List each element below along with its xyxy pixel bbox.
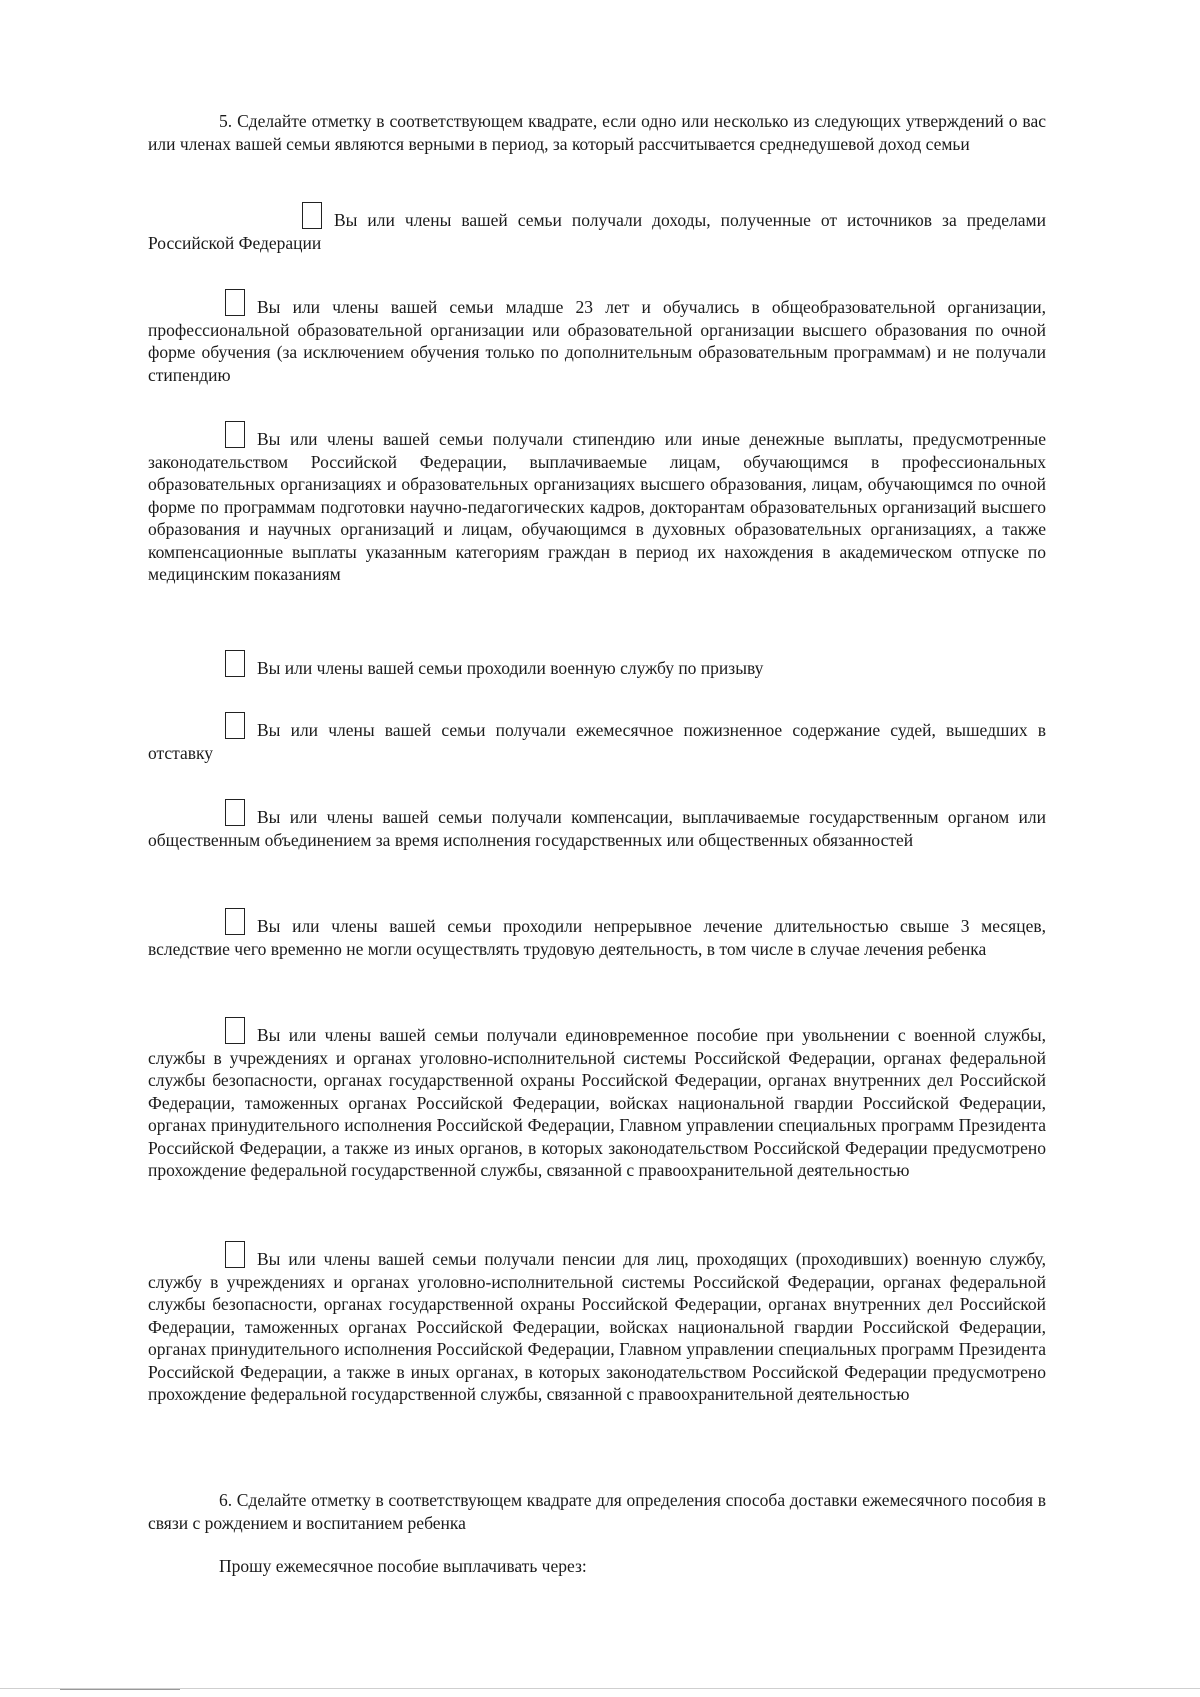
statement-long-treatment xyxy=(148,908,1046,960)
section-6-intro: 6. Сделайте отметку в соответствующем квадрате для определения способа доставки ежемесячного пособия в связи с рождением и воспитанием ребенка xyxy=(148,1490,1046,1533)
statement-text: Вы или члены вашей семьи получали ежемесячное пожизненное содержание судей, вышедших в отставку xyxy=(148,720,1046,763)
checkbox-severance-allowance[interactable] xyxy=(225,1017,245,1044)
statement-text: Вы или члены вашей семьи получали доходы, полученные от источников за пределами Российской Федерации xyxy=(148,210,1046,253)
statement-retired-judges xyxy=(148,712,1046,764)
scan-edge-line xyxy=(0,1688,1200,1689)
statement-students-no-stipend xyxy=(148,289,1046,386)
section-6-request: Прошу ежемесячное пособие выплачивать через: xyxy=(219,1556,587,1576)
statement-text: Вы или члены вашей семьи проходили непрерывное лечение длительностью свыше 3 месяцев, вследствие чего временно не могли осуществлять трудовую деятельность, в том числе в случае лечения ребенка xyxy=(148,916,1046,959)
checkbox-compensations[interactable] xyxy=(225,799,245,826)
statement-text: Вы или члены вашей семьи получали единовременное пособие при увольнении с военной службы, службы в учреждениях и органах уголовно-исполнительной системы Российской Федерации, органах федеральной службы безопасности, органах государственной охраны Российской Федерации, органах внутренних дел Российской Федерации, таможенных органах Российской Федерации, войсках национальной гвардии Российской Федерации, органах принудительного исполнения Российской Федерации, Главном управлении специальных программ Президента Российской Федерации, а также из иных органов, в которых законодательством Российской Федерации предусмотрено прохождение федеральной государственной службы, связанной с правоохранительной деятельностью xyxy=(148,1025,1046,1180)
checkbox-military-conscription[interactable] xyxy=(225,650,245,677)
checkbox-long-treatment[interactable] xyxy=(225,908,245,935)
statement-compensations xyxy=(148,799,1046,851)
scan-edge-mark xyxy=(60,1689,180,1690)
checkbox-students-no-stipend[interactable] xyxy=(225,289,245,316)
statement-stipend xyxy=(148,421,1046,586)
statement-text: Вы или члены вашей семьи проходили военную службу по призыву xyxy=(257,658,764,678)
statement-text: Вы или члены вашей семьи младше 23 лет и обучались в общеобразовательной организации, профессиональной образовательной организации или образовательной организации высшего образования по очной форме обучения (за исключением обучения только по дополнительным образовательным программам) и не получали стипендию xyxy=(148,297,1046,385)
checkbox-retired-judges[interactable] xyxy=(225,712,245,739)
statement-severance-allowance xyxy=(148,1017,1046,1182)
checkbox-service-pensions[interactable] xyxy=(225,1241,245,1268)
statement-foreign-income xyxy=(148,202,1046,254)
statement-service-pensions xyxy=(148,1241,1046,1406)
checkbox-foreign-income[interactable] xyxy=(302,202,322,229)
section-5-intro: 5. Сделайте отметку в соответствующем квадрате, если одно или несколько из следующих утверждений о вас или членах вашей семьи являются верными в период, за который рассчитывается среднедушевой доход семьи xyxy=(148,111,1046,154)
checkbox-stipend[interactable] xyxy=(225,421,245,448)
statement-text: Вы или члены вашей семьи получали пенсии для лиц, проходящих (проходивших) военную службу, службу в учреждениях и органах уголовно-исполнительной системы Российской Федерации, органах федеральной службы безопасности, органах государственной охраны Российской Федерации, органах внутренних дел Российской Федерации, таможенных органах Российской Федерации, войсках национальной гвардии Российской Федерации, органах принудительного исполнения Российской Федерации, Главном управлении специальных программ Президента Российской Федерации, а также в иных органах, в которых законодательством Российской Федерации предусмотрено прохождение федеральной государственной службы, связанной с правоохранительной деятельностью xyxy=(148,1249,1046,1404)
statement-military-conscription xyxy=(148,650,1046,680)
statement-text: Вы или члены вашей семьи получали стипендию или иные денежные выплаты, предусмотренные законодательством Российской Федерации, выплачиваемые лицам, обучающимся в профессиональных образовательных организациях и образовательных организациях высшего образования, лицам, обучающимся по очной форме по программам подготовки научно-педагогических кадров, докторантам образовательных организаций высшего образования и научных организаций и лицам, обучающимся в духовных образовательных организациях, а также компенсационные выплаты указанным категориям граждан в период их нахождения в академическом отпуске по медицинским показаниям xyxy=(148,429,1046,584)
statement-text: Вы или члены вашей семьи получали компенсации, выплачиваемые государственным органом или общественным объединением за время исполнения государственных или общественных обязанностей xyxy=(148,807,1046,850)
